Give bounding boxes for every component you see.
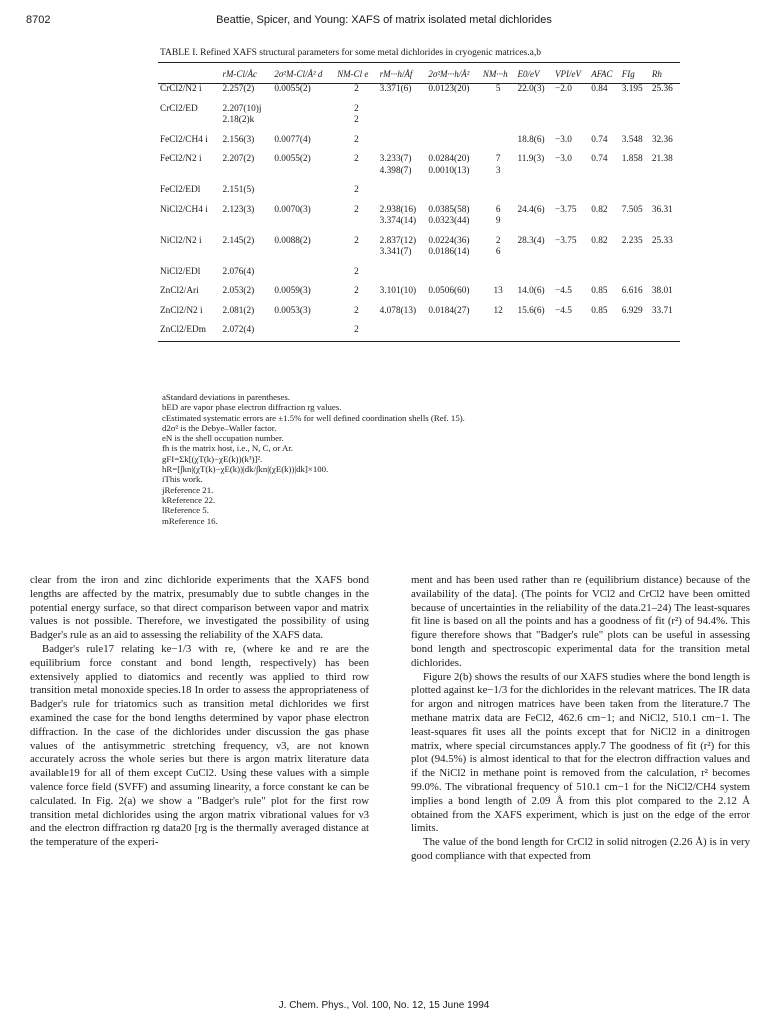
table-cell: 0.0055(2): [274, 154, 311, 164]
table-cell: 0.0284(20): [428, 154, 470, 164]
table-cell: [620, 166, 650, 178]
column-header: 2σ²M···h/Å²: [428, 69, 470, 79]
journal-footer: J. Chem. Phys., Vol. 100, No. 12, 15 June 1994: [278, 1000, 490, 1011]
table-row: [158, 115, 680, 127]
table-cell: [272, 104, 335, 116]
table-cell: 25.36: [651, 84, 673, 94]
table-cell: [335, 216, 378, 228]
footnote: cEstimated systematic errors are ±1.5% for well defined coordination shells (Ref. 15).: [162, 412, 465, 423]
table-cell: 0.0323(44): [428, 216, 470, 226]
table-cell: 1.858: [621, 154, 643, 164]
table-cell: [553, 185, 589, 197]
table-cell: 2: [354, 204, 359, 215]
table-cell: [272, 166, 335, 178]
table-cell: [650, 185, 680, 197]
table-cell: 2: [354, 103, 359, 114]
xafs-parameters-table: [158, 62, 680, 342]
row-spacer: [158, 278, 680, 286]
table-cell: 0.0123(20): [428, 84, 470, 94]
table-cell: [650, 325, 680, 341]
table-cell: [378, 325, 427, 341]
table-cell: 2.081(2): [222, 305, 255, 316]
table-cell: [589, 115, 620, 127]
table-cell: [481, 104, 516, 116]
row-spacer: [158, 317, 680, 325]
table-cell: [620, 104, 650, 116]
table-cell: 2.072(4): [220, 325, 272, 341]
table-header-row: [158, 63, 680, 84]
table-cell: 2.156(3): [222, 134, 255, 145]
page-number: 8702: [26, 14, 51, 26]
table-cell: [553, 325, 589, 341]
table-cell: 2: [354, 305, 359, 316]
table-row: [158, 84, 680, 96]
column-header: NM-Cl e: [337, 69, 369, 79]
table-cell: 2.145(2): [222, 235, 255, 246]
table-cell: 18.8(6): [517, 134, 545, 145]
table-cell: 38.01: [651, 286, 673, 296]
table-cell: [378, 267, 427, 279]
table-cell: [620, 325, 650, 341]
table-cell: [515, 267, 553, 279]
table-cell: [589, 166, 620, 178]
table-cell: 2.257(2): [222, 84, 255, 94]
table-cell: [481, 135, 516, 147]
table-cell: [272, 216, 335, 228]
table-cell: 2: [354, 84, 359, 94]
table-cell: 2.207(10)j: [222, 103, 262, 114]
left-column-text: [30, 574, 369, 850]
table-cell: [589, 104, 620, 116]
table-cell: [515, 185, 553, 197]
table-cell: 0.0010(13): [428, 165, 470, 176]
table-cell: 4.398(7): [379, 165, 412, 176]
table-cell: [426, 325, 480, 341]
paragraph: clear from the iron and zinc dichloride experiments that the XAFS bond lengths are affected by the matrix, presumably due to subtle changes in the potential energy surface, so that direct comparison between vapor and matrix values is not possible. Therefore, we investigated the possibility of using Badger's rule as an aid to assessing the reliability of the XAFS data.: [30, 574, 369, 642]
table-cell: [426, 115, 480, 127]
table-cell: 0.0385(58): [428, 204, 470, 215]
footnote: eN is the shell occupation number.: [162, 433, 284, 444]
footnote: d2σ² is the Debye–Waller factor.: [162, 422, 277, 433]
table-cell: 12: [493, 305, 503, 316]
paragraph: The value of the bond length for CrCl2 in solid nitrogen (2.26 Å) is in very good compliance with that expected from: [411, 836, 750, 862]
table-cell: [553, 115, 589, 127]
table-cell: [553, 166, 589, 178]
table-cell: 9: [495, 216, 501, 226]
table-footnotes: [162, 392, 682, 526]
table-cell: 3.101(10): [379, 286, 417, 296]
table-cell: FeCl2/N2 i: [160, 154, 202, 164]
table-cell: FeCl2/CH4 i: [160, 134, 208, 145]
row-spacer: [158, 96, 680, 104]
column-header: E0/eV: [517, 69, 540, 79]
table-cell: 7.505: [621, 204, 643, 215]
table-cell: [426, 135, 480, 147]
table-cell: [553, 267, 589, 279]
table-cell: 2: [495, 235, 501, 246]
table-cell: [650, 104, 680, 116]
table-cell: 2: [354, 286, 359, 296]
table-cell: CrCl2/N2 i: [160, 84, 202, 94]
table-cell: 2.123(3): [222, 204, 255, 215]
row-spacer: [158, 298, 680, 306]
table-cell: [650, 115, 680, 127]
table-cell: [481, 115, 516, 127]
row-spacer: [158, 197, 680, 205]
table-row: [158, 135, 680, 147]
table-cell: 0.85: [591, 286, 608, 296]
table-row: [158, 236, 680, 248]
table-cell: 2.235: [621, 235, 643, 246]
table-cell: 0.0088(2): [274, 235, 311, 246]
table-cell: 4.078(13): [379, 305, 417, 316]
table-cell: [620, 185, 650, 197]
table-cell: 2: [354, 235, 359, 246]
table-cell: [335, 247, 378, 259]
table-cell: [650, 247, 680, 259]
table-cell: [158, 166, 220, 178]
table-cell: [553, 104, 589, 116]
table-cell: −4.5: [555, 286, 572, 296]
table-cell: 2: [354, 134, 359, 145]
table-cell: 0.82: [591, 235, 608, 246]
table-cell: 3.374(14): [379, 216, 417, 226]
row-spacer: [158, 127, 680, 135]
table-cell: 14.0(6): [517, 286, 545, 296]
table-cell: 7: [495, 154, 501, 164]
paragraph: Badger's rule17 relating ke−1/3 with re, (where ke and re are the equilibrium force constant and bond length, respectively) has been extensively applied to diatomics and recently was applied to third row transition metal monoxide species.18 In order to assess the appropriateness of Badger's rule for triatomics such as transition metal dichlorides we first examined the case for the bond lengths determined by vapor phase electron diffraction. In the case of the dichlorides under discussion the gas phase values of the antisymmetric stretching frequency, ν3, are not known accurately across the whole series but there is argon matrix literature data available19 for all of them except CuCl2. Using these values with a simple valence force field (SVFF) and assuming linearity, a force constant ke can be calculated. In Fig. 2(a) we show a "Badger's rule" plot for the first row transition metal dichlorides using the argon matrix vibrational values for ν3 and the electron diffraction rg data20 [rg is the thermally averaged distance at the temperature of the experi-: [30, 642, 369, 849]
table-cell: 5: [495, 84, 501, 94]
table-cell: 6: [495, 247, 501, 257]
table-cell: [378, 104, 427, 116]
table-cell: 36.31: [651, 204, 673, 215]
table-row: [158, 306, 680, 318]
table-cell: [272, 267, 335, 279]
table-cell: 3.195: [621, 84, 643, 94]
table-cell: [481, 267, 516, 279]
table-cell: [515, 166, 553, 178]
table-cell: [272, 325, 335, 341]
table-cell: [589, 247, 620, 259]
table-cell: [620, 247, 650, 259]
table-cell: 0.84: [591, 84, 608, 94]
table-cell: −3.75: [555, 204, 577, 215]
table-cell: −2.0: [555, 84, 572, 94]
table-cell: 0.0055(2): [274, 84, 311, 94]
table-cell: 13: [493, 286, 503, 296]
table-cell: 24.4(6): [517, 204, 545, 215]
column-header: [158, 63, 220, 84]
table-cell: −3.0: [555, 154, 572, 164]
table-row: [158, 166, 680, 178]
table-row: [158, 247, 680, 259]
column-header: FIg: [621, 69, 635, 79]
table-cell: 0.82: [591, 204, 608, 215]
table-cell: [620, 267, 650, 279]
table-cell: 2.938(16): [379, 204, 417, 215]
table-cell: 0.0059(3): [274, 286, 311, 296]
column-header: 2σ²M-Cl/Å² d: [274, 69, 323, 79]
table-cell: 2.151(5): [222, 185, 255, 195]
table-cell: [378, 115, 427, 127]
column-header: AFAC: [591, 69, 613, 79]
table-cell: [220, 247, 272, 259]
table-cell: [515, 216, 553, 228]
footnote: fh is the matrix host, i.e., N, C, or Ar.: [162, 443, 293, 454]
column-header: rM-Cl/Åc: [222, 69, 257, 79]
table-cell: [220, 166, 272, 178]
column-header: rM···h/Åf: [379, 69, 413, 79]
table-row: [158, 104, 680, 116]
table-cell: [650, 166, 680, 178]
table-cell: 3.548: [621, 134, 643, 145]
table-cell: 2: [335, 325, 378, 341]
footnote: hR=[∫kn|(χT(k)−χE(k))|dk/∫kn|(χE(k))|dk]×100.: [162, 464, 329, 475]
row-spacer: [158, 177, 680, 185]
row-spacer: [158, 228, 680, 236]
table-cell: [515, 104, 553, 116]
table-cell: ZnCl2/EDm: [158, 325, 220, 341]
table-cell: 2.053(2): [222, 286, 255, 296]
table-cell: [650, 267, 680, 279]
paragraph: ment and has been used rather than re (equilibrium distance) because of the availability of the data]. (The points for VCl2 and CrCl2 have been omitted because of uncertainties in the reliability of the data.21–24) The least-squares fit line is based on all the points and has a goodness of fit (r²) of 94.4%. This figure therefore shows that "Badger's rule" plots can be useful in assessing bond length and spectroscopic experimental data for the transition metal dichlorides.: [411, 574, 750, 669]
table-cell: 2.076(4): [222, 266, 255, 277]
table-cell: 2.207(2): [222, 154, 255, 164]
table-cell: [158, 216, 220, 228]
table-cell: 28.3(4): [517, 235, 545, 246]
table-cell: 0.0184(27): [428, 305, 470, 316]
table-cell: 6.616: [621, 286, 643, 296]
table-cell: [620, 216, 650, 228]
table-cell: [589, 185, 620, 197]
table-cell: 2: [354, 154, 359, 164]
table-cell: [426, 104, 480, 116]
table-cell: 2.837(12): [379, 235, 417, 246]
table-cell: 15.6(6): [517, 305, 545, 316]
footnote: mReference 16.: [162, 515, 218, 526]
table-cell: [515, 115, 553, 127]
table-cell: 0.0077(4): [274, 134, 311, 145]
table-cell: [553, 216, 589, 228]
footnote: kReference 22.: [162, 494, 216, 505]
table-cell: 2: [354, 266, 359, 277]
table-row: [158, 286, 680, 298]
table-row: [158, 216, 680, 228]
footnote: bED are vapor phase electron diffraction rg values.: [162, 402, 342, 413]
table-cell: 0.0224(36): [428, 235, 470, 246]
table-cell: [620, 115, 650, 127]
table-cell: CrCl2/ED: [160, 103, 198, 114]
table-cell: [378, 135, 427, 147]
table-caption: TABLE I. Refined XAFS structural parameters for some metal dichlorides in cryogenic matrices.a,b: [160, 48, 541, 58]
table-cell: 0.0070(3): [274, 204, 311, 215]
table-cell: 32.36: [651, 134, 673, 145]
table-cell: [515, 325, 553, 341]
table-cell: [650, 216, 680, 228]
table-cell: 6: [495, 204, 501, 215]
table-row: [158, 205, 680, 217]
table-cell: [158, 247, 220, 259]
table-cell: [272, 185, 335, 197]
table-cell: 11.9(3): [517, 154, 545, 164]
table-cell: 21.38: [651, 154, 673, 164]
table-body: [158, 84, 680, 342]
table-cell: [272, 115, 335, 127]
table-cell: 2: [354, 185, 359, 195]
table-cell: 0.85: [591, 305, 608, 316]
table-cell: [481, 325, 516, 341]
table-row: [158, 185, 680, 197]
table-cell: [220, 216, 272, 228]
table-cell: 0.0053(3): [274, 305, 311, 316]
table-cell: [553, 247, 589, 259]
footnote: jReference 21.: [162, 484, 214, 495]
table-cell: 6.929: [621, 305, 643, 316]
running-title: Beattie, Spicer, and Young: XAFS of matrix isolated metal dichlorides: [216, 14, 552, 26]
table-cell: [378, 185, 427, 197]
table-cell: 0.0186(14): [428, 247, 470, 257]
table-row: [158, 154, 680, 166]
table-cell: [515, 247, 553, 259]
table-row: [158, 267, 680, 279]
table-cell: [272, 247, 335, 259]
table-cell: [335, 166, 378, 178]
table-cell: [589, 325, 620, 341]
table-cell: ZnCl2/N2 i: [160, 305, 203, 316]
table-cell: [589, 267, 620, 279]
row-spacer: [158, 259, 680, 267]
table-cell: 3.233(7): [379, 154, 412, 164]
column-header: NM···h: [482, 69, 508, 79]
footnote: iThis work.: [162, 474, 203, 485]
right-column-text: [411, 574, 750, 864]
table-cell: NiCl2/EDl: [160, 266, 201, 277]
table-cell: 3: [495, 165, 501, 176]
table-cell: [426, 185, 480, 197]
table-cell: 0.74: [591, 134, 608, 145]
paragraph: Figure 2(b) shows the results of our XAFS studies where the bond length is plotted against ke−1/3 for the dichlorides in the relevant matrices. The IR data for argon and nitrogen matrices have been taken from the literature.7 The methane matrix data are FeCl2, 462.6 cm−1; and NiCl2, 510.1 cm−1. The least-squares fit uses all the points except that for NiCl2 in a dinitrogen matrix, where special circumstances apply.7 The goodness of fit (r²) for this plot (94.5%) is almost identical to that for the electron diffraction values and if the NiCl2 in methane point is removed from the calculation, r² becomes 99.0%. The vibrational frequency of 510.1 cm−1 for the NiCl2/CH4 system implies a bond length of 2.09 Å from this plot compared to the 2.12 Å obtained from the XAFS experiment, which is just on the edge of the error limits.: [411, 670, 750, 835]
column-header: Rh: [651, 69, 662, 79]
row-spacer: [158, 146, 680, 154]
table-cell: [481, 185, 516, 197]
table-cell: FeCl2/EDl: [160, 185, 201, 195]
table-row: [158, 325, 680, 341]
table-cell: 2: [354, 115, 359, 125]
footnote: gFI=Σk[(χT(k)−χE(k))(k³)]².: [162, 453, 263, 464]
table-cell: [158, 115, 220, 127]
table-cell: ZnCl2/Ari: [160, 286, 199, 296]
table-cell: −4.5: [555, 305, 572, 316]
table-cell: 3.341(7): [379, 247, 412, 257]
column-header: VPI/eV: [555, 69, 582, 79]
table-cell: −3.0: [555, 134, 572, 145]
table-cell: 0.0506(60): [428, 286, 470, 296]
footnote: lReference 5.: [162, 505, 209, 516]
table-cell: −3.75: [555, 235, 577, 246]
table-cell: 22.0(3): [517, 84, 545, 94]
table-cell: NiCl2/N2 i: [160, 235, 202, 246]
table-cell: 0.74: [591, 154, 608, 164]
table-cell: [426, 267, 480, 279]
table-cell: 33.71: [651, 305, 673, 316]
table-cell: NiCl2/CH4 i: [160, 204, 208, 215]
table-cell: 25.33: [651, 235, 673, 246]
footnote: aStandard deviations in parentheses.: [162, 392, 291, 402]
running-header: [26, 14, 742, 30]
table-cell: 2.18(2)k: [222, 115, 255, 125]
table-cell: 3.371(6): [379, 84, 412, 94]
table-cell: [589, 216, 620, 228]
